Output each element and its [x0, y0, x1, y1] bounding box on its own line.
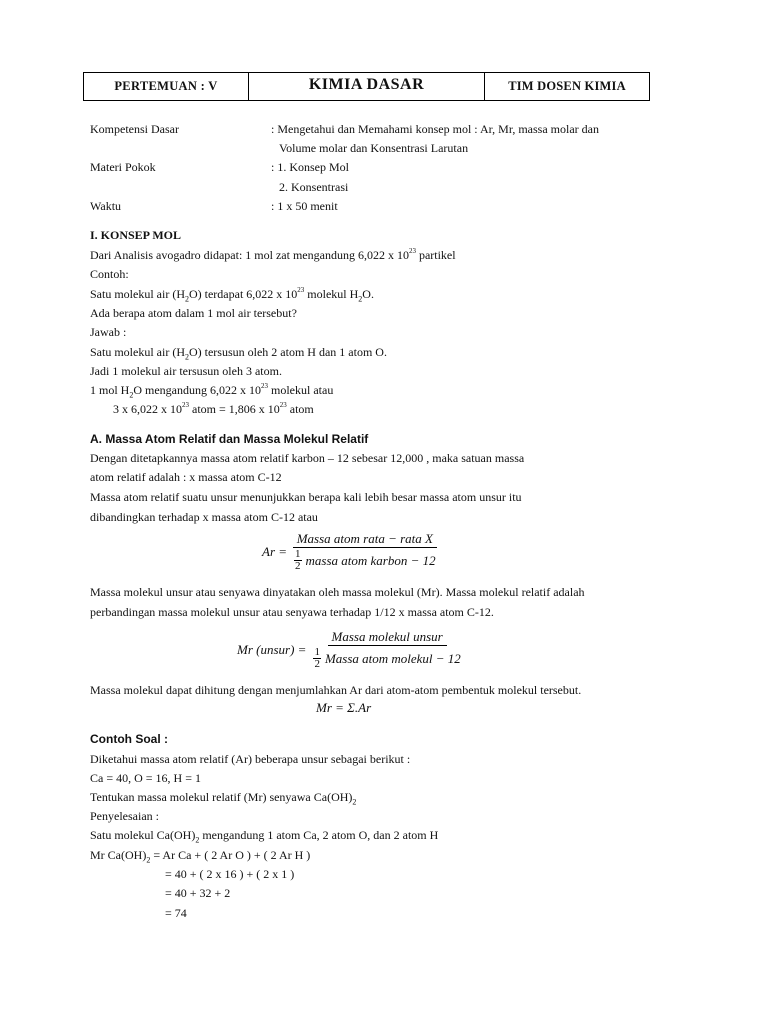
answer-line-4: 3 x 6,022 x $10^{23}$ atom = 1,806 x $10^{23}$ atom	[113, 401, 314, 416]
waktu-value: : 1 x 50 menit	[271, 199, 338, 213]
section-a-paragraph-2: atom relatif adalah : x massa atom C-12	[90, 470, 282, 484]
section-a-heading: A. Massa Atom Relatif dan Massa Molekul Relatif	[90, 432, 369, 446]
jawab-label: Jawab :	[90, 325, 127, 339]
contoh-line-4: Penyelesaian :	[90, 809, 159, 823]
contoh-line-8: = 40 + 32 + 2	[165, 886, 231, 900]
contoh-line-1: Diketahui massa atom relatif (Ar) beberapa unsur sebagai berikut :	[90, 752, 411, 766]
ar-half-fraction: 1 2	[295, 548, 301, 572]
header-title: KIMIA DASAR	[249, 73, 485, 100]
contoh-line-6: Mr $Ca(OH)_2 = Ar$ Ca + ( 2 Ar O ) + ( 2 Ar H )	[90, 848, 311, 865]
example-water-line: Satu molekul air $(H_2O)$ terdapat 6,022 x $10^{23}$ molekul $H_2O$.	[90, 286, 374, 304]
header-author: TIM DOSEN KIMIA	[508, 79, 626, 93]
kompetensi-label: Kompetensi Dasar	[90, 122, 179, 136]
answer-line-2: Jadi 1 molekul air tersusun oleh 3 atom.	[90, 364, 282, 378]
materi-value-1: : 1. Konsep Mol	[271, 160, 349, 174]
answer-line-3: 1 mol $H_2O$ mengandung 6,022 x $10^{23}$ molekul atau	[90, 382, 334, 400]
question-line: Ada berapa atom dalam 1 mol air tersebut?	[90, 306, 297, 320]
kompetensi-value-1: : Mengetahui dan Memahami konsep mol : Ar, Mr, massa molar dan	[271, 122, 599, 136]
contoh-soal-heading: Contoh Soal :	[90, 732, 168, 746]
contoh-line-2: Ca = 40, O = 16, H = 1	[90, 771, 201, 785]
contoh-label: Contoh:	[90, 267, 129, 281]
header-pertemuan: PERTEMUAN : V	[84, 73, 249, 100]
materi-value-2: 2. Konsentrasi	[279, 180, 349, 194]
section-konsep-mol-heading: I. KONSEP MOL	[90, 228, 182, 242]
waktu-label-text: Waktu	[90, 199, 122, 213]
mr-formula	[237, 630, 468, 670]
ar-formula-numerator: Massa atom rata − rata X	[293, 532, 437, 548]
section-a-paragraph-7: Massa molekul dapat dihitung dengan menjumlahkan Ar dari atom-atom pembentuk molekul tersebut.	[90, 683, 582, 697]
contoh-line-7: = 40 + ( 2 x 16 ) + ( 2 x 1 )	[165, 867, 295, 881]
mr-half-fraction: 1 2	[314, 646, 320, 670]
ar-formula-lhs: Ar =	[262, 544, 288, 559]
ar-formula	[262, 532, 443, 572]
section-a-paragraph-3: Massa atom relatif suatu unsur menunjukkan berapa kali lebih besar massa atom unsur itu	[90, 490, 522, 504]
header-table	[83, 72, 650, 101]
contoh-line-3: Tentukan massa molekul relatif (Mr) senyawa $Ca(OH)_2$	[90, 790, 357, 807]
mr-sum-formula: Mr = Σ.Ar	[316, 700, 372, 715]
section-a-paragraph-4: dibandingkan terhadap x massa atom C-12 atau	[90, 510, 318, 524]
materi-label: Materi Pokok	[90, 160, 156, 174]
answer-line-1: Satu molekul air $(H_2O)$ tersusun oleh 2 atom H dan 1 atom O.	[90, 345, 387, 362]
contoh-line-9: = 74	[165, 906, 187, 920]
section-a-paragraph-6: perbandingan massa molekul unsur atau senyawa terhadap 1/12 x massa atom C-12.	[90, 605, 494, 619]
mr-formula-denominator: Massa atom molekul − 12	[324, 650, 461, 666]
ar-formula-denominator: massa atom karbon − 12	[305, 552, 436, 568]
section-a-paragraph-1: Dengan ditetapkannya massa atom relatif karbon – 12 sebesar 12,000 , maka satuan massa	[90, 451, 525, 465]
kompetensi-value-2: Volume molar dan Konsentrasi Larutan	[279, 141, 469, 155]
avogadro-line: Dari Analisis avogadro didapat: 1 mol zat mengandung 6,022 x $10^{23}$ partikel	[90, 247, 456, 262]
section-a-paragraph-5: Massa molekul unsur atau senyawa dinyatakan oleh massa molekul (Mr). Massa molekul relatif adalah	[90, 585, 585, 599]
contoh-line-5: Satu molekul $Ca(OH)_2$ mengandung 1 atom Ca, 2 atom O, dan 2 atom H	[90, 828, 439, 845]
mr-formula-lhs: Mr (unsur) =	[237, 642, 307, 657]
mr-formula-numerator: Massa molekul unsur	[328, 630, 447, 646]
